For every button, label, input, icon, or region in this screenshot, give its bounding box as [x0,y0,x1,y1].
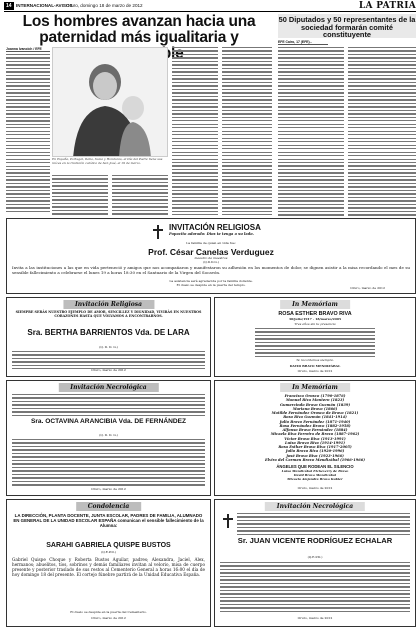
barrientos-body [12,351,205,369]
canelas-title: INVITACIÓN RELIGIOSA [169,223,261,232]
quispe-ribbon: Condolencia [76,502,142,511]
memoriam2-entry: José Bravo Riva (1923-1966) [286,453,344,458]
page-header [4,2,416,12]
quispe-institution: LA DIRECCIÓN, PLANTA DOCENTE, JUNTA ESCOLAR, PADRES DE FAMILIA, ALUMNADO EN GENERAL DE LA UNIDAD ESCOLAR ESPAÑA comunican el sensible fallecimiento de la Alumna: [13,513,204,529]
barrientos-place: Oruro, marzo de 2012 [91,368,126,373]
barrientos-name: Sra. BERTHA BARRIENTOS Vda. DE LARA [27,328,190,337]
cross-icon [223,514,233,528]
octavina-name: Sra. OCTAVINA ARANCIBIA Vda. DE FERNÁNDEZ [30,418,187,425]
notice-memoriam-family [214,380,416,496]
text-lines [6,54,50,214]
headline-line-2: paternidad más igualitaria y [39,29,239,46]
section-label: INTERNACIONAL-AVISOS [16,3,73,8]
barrientos-quote: SIEMPRE SERÁS NUESTRO EJEMPLO DE AMOR, SENCILLEZ Y DIGNIDAD, VIVIRÁS EN NUESTROS CORAZONES HASTA QUE VOLVAMOS A ENCONTRARNOS. [15,310,202,318]
memoriam2-entry: Matilde Fernández Orosco de Bravo (1821) [271,411,359,415]
bravo-ribbon: In Memóriam [280,300,350,309]
barrientos-initials: (Q. D. D. G.) [99,345,118,349]
canelas-thanks: La asistencia será agradecida por la familia doliente. [169,279,253,283]
canelas-name: Prof. César Canelas Verduguez [148,247,274,257]
memoriam2-entry: Gumercindo Bravo Guzmán (1839) [279,402,351,407]
photo-illustration [53,48,168,157]
echalar-ribbon: Invitación Necrológica [265,502,365,511]
memoriam2-place: Oruro, marzo de 2012 [297,486,333,490]
bravo-place: Oruro, marzo de 2012 [297,369,333,373]
memoriam2-ribbon: In Memóriam [280,383,350,392]
notice-echalar [214,499,416,627]
side-byline: EFE Cairo, 17 (EFE).- [278,40,328,45]
photo-caption: En España, Portugal, Italia, Suiza y Honduras, el Día del Padre tiene sus raíces en la tradición católica de San José, el 19 de marzo. [52,157,163,165]
notice-bravo [214,297,416,377]
memoriam2-entry: Rosa Esther Bravo Riva (1917-2005) [278,445,352,449]
bravo-poem [255,328,375,358]
bravo-signature: DAVID BRAVO MENDIZÁBAL [289,364,341,368]
quispe-place: Oruro, marzo de 2012 [91,616,126,620]
father-child-photo [52,47,168,157]
canelas-place: Oruro, marzo de 2012 [350,286,385,291]
memoriam2-entry: Elvira del Carmen Bravo Mendizábal (1966-1966) [265,457,365,462]
canelas-subtitle: Papacito adorado: Dios te tenga a su lado. [169,232,254,236]
octavina-place: Oruro, marzo de 2012 [91,487,126,491]
octavina-ribbon: Invitación Necrológica [58,383,158,392]
octavina-body [12,439,205,487]
notice-quispe [6,499,211,627]
canelas-initials: (Q.D.D.G.) [203,260,219,264]
article-column-1 [6,54,50,214]
page-number: 14 [6,3,12,9]
octavina-initials: (Q. D. D. G.) [99,433,118,437]
echalar-name: Sr. JUAN VICENTE RODRÍGUEZ ECHALAR [237,536,393,545]
article-column-3 [112,175,168,215]
memoriam2-sig-3: Micaela Alejandra Bravo Kubler [287,477,343,481]
canelas-body: Invita a las instituciones a las que en vida perteneció y amigos que nos acompañaron y manifestaron su adhesión en los momentos de dolor, se dignen asistir a la misa recordando el mes de su sensible fallecimiento a celebrarse el lunes 19 a horas 18:30 en el Santuario de la Virgen del Socavón. [12,265,410,275]
memoriam2-entry: Mariano Bravo (1866) [292,406,338,411]
memoriam2-entry: Rosa Riva Guzmán (1841-1914) [283,415,347,420]
memoriam2-entry: Micaela Riva Ferreira de Bravo (1887-1962) [270,432,360,437]
memoriam2-entry: Víctor Bravo Riva (1913-1991) [284,436,346,441]
article-column-5 [222,47,272,215]
quispe-grief: El duelo se despide en la puerta del Cementerio. [70,610,147,614]
memoriam2-entry: Luisa Bravo Riva (1914-1991) [284,440,346,445]
quispe-name: SARAHI GABRIELA QUISPE BUSTOS [46,542,171,549]
newspaper-logo: LA PATRIA [358,1,416,11]
headline-line-1: Los hombres avanzan hacia una [22,13,256,30]
memoriam2-tagline: ÁNGELES QUE RODEAN EL SILENCIO [276,464,354,469]
octavina-quote [12,394,205,416]
canelas-title-block [169,223,261,236]
canelas-role: maestro de maestros [194,256,228,260]
echalar-place: Oruro, marzo de 2012 [297,616,333,620]
canelas-family: La familia de quien en vida fue: [186,241,236,245]
side-headline-box [278,14,416,38]
article-column-4 [172,47,218,215]
bravo-verse-2: Te recordamos siempre. [296,358,334,362]
echalar-initials: (Q.E.P.D.) [307,555,323,559]
main-byline: Joanna Ivancich / EFE [6,47,50,52]
memoriam2-sig-1: Luisa Mendizábal Etcheverry de Bravo [281,469,349,473]
memoriam2-entry: Rosa Fernández Bravo (1882-1958) [279,423,351,428]
bravo-name: ROSA ESTHER BRAVO RIVA [278,311,352,317]
quispe-initials: (Q.E.P.D.) [101,550,116,554]
notice-barrientos [6,297,211,377]
notice-canelas [6,218,416,294]
memoriam2-entry: Francisca Orosco (1790-1876) [284,394,346,398]
canelas-grief: El duelo se despide en la puerta del templo. [176,283,246,287]
issue-date: Oruro, domingo 18 de marzo de 2012 [66,3,143,8]
memoriam2-entry: Julio Bravo Riva (1920-1996) [285,449,345,454]
barrientos-ribbon: Invitación Religiosa [63,300,154,309]
article-column-2 [52,175,108,215]
memoriam2-entry: Alfonso Bravo Fernández (1884) [282,428,348,432]
side-column-2 [348,47,416,217]
memoriam2-list [215,394,415,462]
quispe-text: Gabriel Quispe Choque y Roberta Bustos Aguilar, padres; Alexandra, Jaciel, Alex, hermanos; abuelitos, tíos, sobrinos y demás familiares invitan al velorio, misa de cuerpo presente y posterior traslado de sus restos al Cementerio General a horas 16:00 el día de hoy domingo 18 del presente. El cortejo fúnebre partirá de la Unidad Educativa España. [12,557,205,577]
echalar-body [220,562,410,614]
cross-icon [153,225,163,239]
bravo-verse-1: Tres años sin tu presencia [294,322,336,326]
notice-octavina [6,380,211,496]
memoriam2-entry: Julio Bravo Fernández (1871-1940) [279,419,351,424]
bravo-dates: 30/julio/1917 - 18/marzo/2005 [288,317,342,321]
side-headline: 50 Diputados y 50 representantes de la sociedad formarán comité constituyente [278,15,416,40]
memoriam2-sig-2: David Bravo Mendizábal [293,473,337,477]
echalar-quote [237,513,410,535]
side-column-1 [278,47,344,217]
memoriam2-entry: Manuel Riva Montero (1823) [285,398,345,403]
